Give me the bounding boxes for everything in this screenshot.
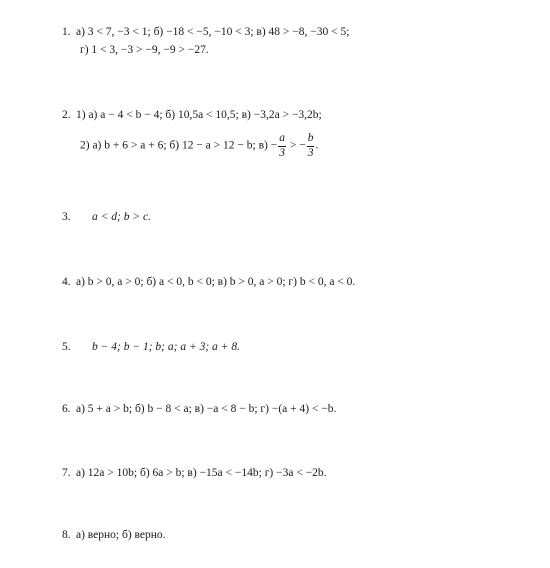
problem-number: 6. (62, 403, 71, 415)
answer-text: 2) а) b + 6 > a + 6; б) 12 − a > 12 − b; в) − (80, 139, 278, 152)
answer-line: г) 1 < 3, −3 > −9, −9 > −27. (80, 44, 209, 56)
answer-line: 1) а) a − 4 < b − 4; б) 10,5a < 10,5; в) −3,2a > −3,2b; (76, 109, 322, 121)
answer-line: а) 5 + a > b; б) b − 8 < a; в) −a < 8 − b; г) −(a + 4) < −b. (76, 403, 337, 415)
problem-number: 3. (62, 211, 71, 223)
answer-line: а) 12a > 10b; б) 6a > b; в) −15a < −14b; г) −3a < −2b. (76, 467, 327, 479)
answer-line-with-fractions (80, 133, 318, 159)
answer-text: > − (286, 139, 306, 152)
fraction (278, 133, 286, 159)
problem-number: 4. (62, 276, 71, 288)
problem-number: 1. (62, 26, 71, 38)
answer-line: a < d; b > c. (92, 211, 151, 223)
answer-line: а) верно; б) верно. (76, 529, 166, 541)
problem-number: 8. (62, 529, 71, 541)
fraction-denominator: 3 (307, 146, 314, 159)
answer-line: а) b > 0, a > 0; б) a < 0, b < 0; в) b > 0, a > 0; г) b < 0, a < 0. (76, 276, 356, 288)
problem-number: 2. (62, 109, 71, 121)
fraction (307, 133, 315, 159)
fraction-numerator: b (307, 133, 315, 147)
answer-text: . (315, 139, 319, 152)
answer-line: b − 4; b − 1; b; a; a + 3; a + 8. (92, 341, 240, 353)
fraction-numerator: a (278, 133, 286, 147)
fraction-denominator: 3 (279, 146, 285, 159)
answer-line: а) 3 < 7, −3 < 1; б) −18 < −5, −10 < 3; в) 48 > −8, −30 < 5; (76, 26, 350, 38)
problem-number: 5. (62, 341, 71, 353)
problem-number: 7. (62, 467, 71, 479)
